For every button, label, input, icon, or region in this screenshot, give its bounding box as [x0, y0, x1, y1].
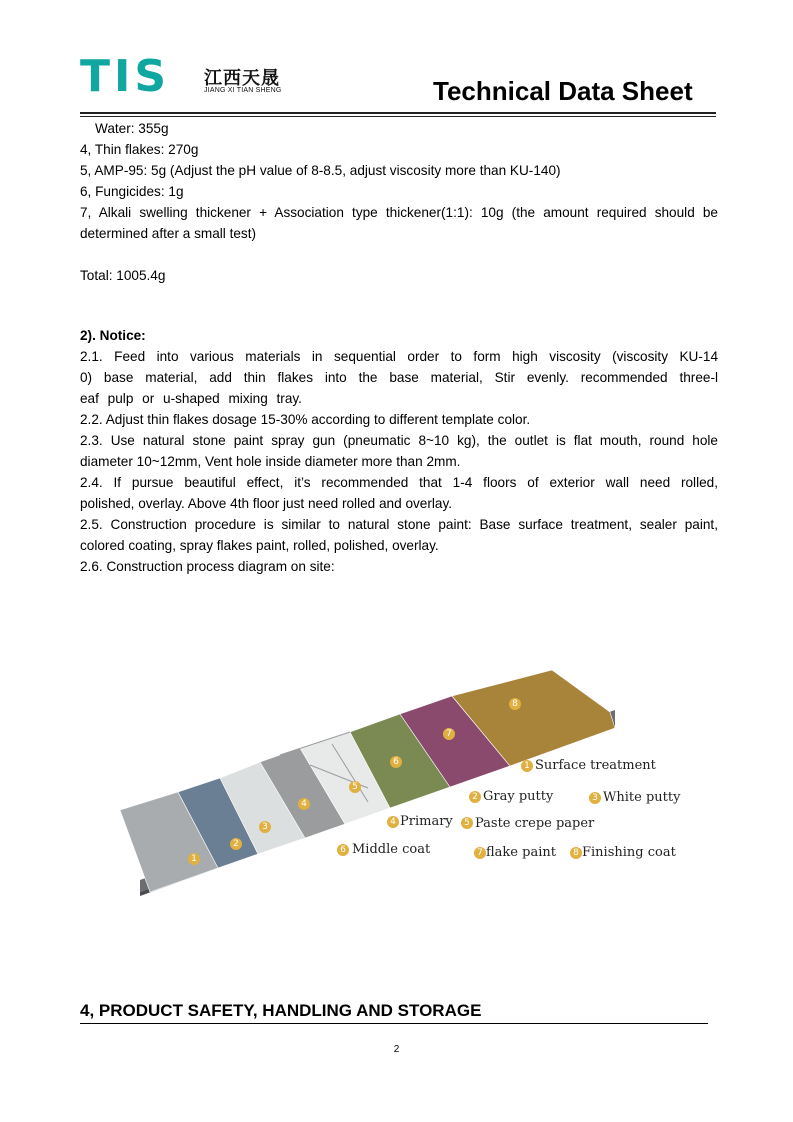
badge-8: 8: [509, 698, 521, 710]
notice-2-3: 2.3. Use natural stone paint spray gun (pneumatic 8~10 kg), the outlet is flat mouth, round hole: [80, 433, 718, 448]
legend-badge-8: 8: [570, 847, 582, 859]
notice-2-3-cont: diameter 10~12mm, Vent hole inside diameter more than 2mm.: [80, 454, 461, 469]
formula-total: Total: 1005.4g: [80, 268, 166, 283]
company-logo: [80, 51, 310, 102]
badge-5: 5: [349, 781, 361, 793]
legend-badge-4: 4: [387, 816, 399, 828]
document-title: Technical Data Sheet: [433, 76, 693, 106]
label-middle-coat: Middle coat: [352, 842, 431, 857]
badge-6: 6: [390, 756, 402, 768]
legend-badge-7: 7: [474, 847, 486, 859]
formula-item-6: 6, Fungicides: 1g: [80, 184, 184, 199]
construction-process-diagram: [100, 630, 720, 930]
legend-badge-3: 3: [589, 792, 601, 804]
header-rule: [80, 112, 716, 114]
legend-badge-5: 5: [461, 817, 473, 829]
badge-3: 3: [259, 821, 271, 833]
logo-pinyin: JIANG XI TIAN SHENG: [204, 87, 282, 94]
layer-illustration: [100, 630, 720, 930]
legend-badge-6: 6: [337, 844, 349, 856]
logo-latin: TIS: [80, 51, 171, 102]
notice-2-1: 2.1. Feed into various materials in sequential order to form high viscosity (viscosity KU-14: [80, 349, 718, 364]
notice-2-5-cont: colored coating, spray flakes paint, rolled, polished, overlay.: [80, 538, 439, 553]
formula-water: Water: 355g: [95, 121, 169, 136]
notice-2-2: 2.2. Adjust thin flakes dosage 15-30% according to different template color.: [80, 412, 531, 427]
notice-section: [80, 325, 718, 577]
header-rule-thin: [80, 116, 716, 117]
page-number: 2: [393, 1044, 400, 1055]
formula-item-4: 4, Thin flakes: 270g: [80, 142, 199, 157]
badge-4: 4: [298, 798, 310, 810]
label-surface-treatment: Surface treatment: [535, 758, 656, 773]
notice-2-4: 2.4. If pursue beautiful effect, it’s recommended that 1-4 floors of exterior wall need rolled,: [80, 475, 718, 490]
label-finishing-coat: Finishing coat: [582, 845, 676, 860]
badge-2: 2: [230, 838, 242, 850]
notice-2-1-cont: 0) base material, add thin flakes into the base material, Stir evenly. recommended three-l: [80, 370, 718, 385]
logo-chinese: 江西天晟: [204, 68, 280, 89]
label-primary: Primary: [400, 814, 453, 829]
formula-item-7: 7, Alkali swelling thickener + Association type thickener(1:1): 10g (the amount required should be: [80, 205, 718, 220]
formula-list: [80, 118, 718, 286]
formula-item-7-cont: determined after a small test): [80, 226, 257, 241]
badge-1: 1: [188, 853, 200, 865]
badge-7: 7: [443, 728, 455, 740]
section-heading-safety: 4, PRODUCT SAFETY, HANDLING AND STORAGE: [80, 1000, 708, 1024]
notice-2-4-cont: polished, overlay. Above 4th floor just need rolled and overlay.: [80, 496, 453, 511]
notice-2-6: 2.6. Construction process diagram on site:: [80, 559, 335, 574]
legend-badge-2: 2: [469, 791, 481, 803]
label-white-putty: White putty: [603, 790, 681, 805]
label-paste-crepe-paper: Paste crepe paper: [475, 816, 595, 831]
label-flake-paint: flake paint: [486, 845, 556, 860]
formula-item-5: 5, AMP-95: 5g (Adjust the pH value of 8-8.5, adjust viscosity more than KU-140): [80, 163, 561, 178]
notice-heading: 2). Notice:: [80, 328, 146, 343]
notice-2-1-end: eaf pulp or u-shaped mixing tray.: [80, 391, 302, 406]
label-gray-putty: Gray putty: [483, 789, 554, 804]
notice-2-5: 2.5. Construction procedure is similar to natural stone paint: Base surface treatment, sealer paint,: [80, 517, 718, 532]
legend-badge-1: 1: [521, 760, 533, 772]
